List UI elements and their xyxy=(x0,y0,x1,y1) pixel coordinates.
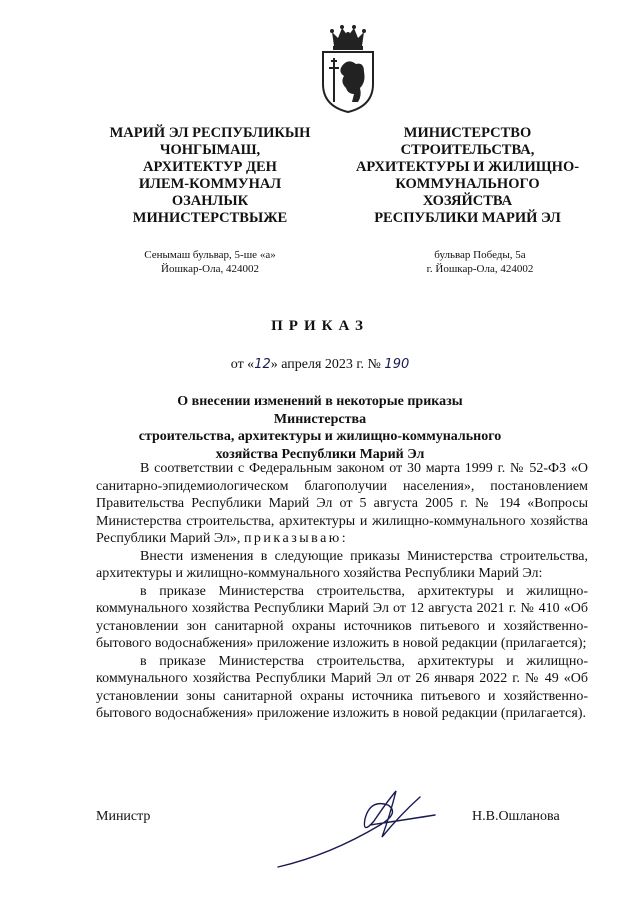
header-left-line: АРХИТЕКТУР ДЕН xyxy=(143,159,277,175)
date-day-handwritten: 12 xyxy=(254,357,271,372)
subject-line: хозяйства Республики Марий Эл xyxy=(215,446,425,462)
body-paragraph-amend: Внести изменения в следующие приказы Министерства строительства, архитектуры и жилищно-коммунального хозяйства Республики Марий Эл: xyxy=(96,548,588,581)
header-right-line: ХОЗЯЙСТВА xyxy=(422,193,513,209)
sword-icon xyxy=(329,58,339,102)
order-number-handwritten: 190 xyxy=(384,357,410,372)
header-right-russian xyxy=(335,125,600,227)
order-subject xyxy=(130,393,510,463)
header-left-mari xyxy=(95,125,325,227)
coat-of-arms-emblem xyxy=(318,22,378,114)
body-paragraph-basis: В соответствии с Федеральным законом от 30 марта 1999 г. № 52-ФЗ «О санитарно-эпидемиологическом благополучии населения», постановлением Правительства Республики Марий Эл от 5 августа 2005 г. № 194 «Вопросы Министерства строительства, архитектуры и жилищно-коммунального хозяйства Республики Марий Эл», приказываю: xyxy=(96,461,588,546)
header-left-line: ЧОНГЫМАШ, xyxy=(159,142,261,158)
address-right-line: г. Йошкар-Ола, 424002 xyxy=(426,263,534,275)
header-right-line: РЕСПУБЛИКИ МАРИЙ ЭЛ xyxy=(374,210,561,226)
header-right-line: МИНИСТЕРСТВО xyxy=(403,125,532,141)
header-right-line: КОММУНАЛЬНОГО xyxy=(395,176,540,192)
signatory-name: Н.В.Ошланова xyxy=(472,809,560,824)
body-paragraph-item-2: в приказе Министерства строительства, архитектуры и жилищно-коммунального хозяйства Республики Марий Эл от 26 января 2022 г. № 49 «Об установлении зоны санитарной охраны источника питьевого и хозяйственно-бытового водоснабжения» приложение изложить в новой редакции (прилагается). xyxy=(96,653,588,721)
document-type-title: ПРИКАЗ xyxy=(271,318,369,334)
address-left xyxy=(125,248,295,276)
header-left-line: МИНИСТЕРСТВЫЖЕ xyxy=(132,210,288,226)
address-left-line: Сенымаш бульвар, 5-ше «а» xyxy=(144,249,276,261)
bear-icon xyxy=(340,61,364,102)
address-right xyxy=(395,248,565,276)
signatory-title: Министр xyxy=(96,809,151,824)
mari-cross-icon xyxy=(331,60,337,62)
order-word: приказываю: xyxy=(243,531,349,546)
subject-line: строительства, архитектуры и жилищно-коммунального xyxy=(138,429,502,444)
date-middle: » апреля 2023 г. № xyxy=(270,357,381,372)
header-left-line: ОЗАНЛЫК xyxy=(171,193,249,209)
subject-line: О внесении изменений в некоторые приказы Министерства xyxy=(177,394,463,427)
order-body xyxy=(96,460,588,723)
header-right-line: СТРОИТЕЛЬСТВА, xyxy=(400,142,535,158)
header-right-line: АРХИТЕКТУРЫ И ЖИЛИЩНО- xyxy=(355,159,580,175)
address-right-line: бульвар Победы, 5а xyxy=(434,249,526,261)
body-paragraph-item-1: в приказе Министерства строительства, архитектуры и жилищно-коммунального хозяйства Республики Марий Эл от 12 августа 2021 г. № 410 «Об установлении зон санитарной охраны источников питьевого и хозяйственно-бытового водоснабжения» приложение изложить в новой редакции (прилагается); xyxy=(96,583,588,651)
crown-icon xyxy=(330,25,366,50)
address-left-line: Йошкар-Ола, 424002 xyxy=(161,263,259,275)
date-line xyxy=(0,357,640,373)
date-prefix: от « xyxy=(230,357,255,372)
header-left-line: МАРИЙ ЭЛ РЕСПУБЛИКЫН xyxy=(109,125,311,141)
header-left-line: ИЛЕМ-КОММУНАЛ xyxy=(138,176,282,192)
handwritten-signature xyxy=(270,785,440,875)
